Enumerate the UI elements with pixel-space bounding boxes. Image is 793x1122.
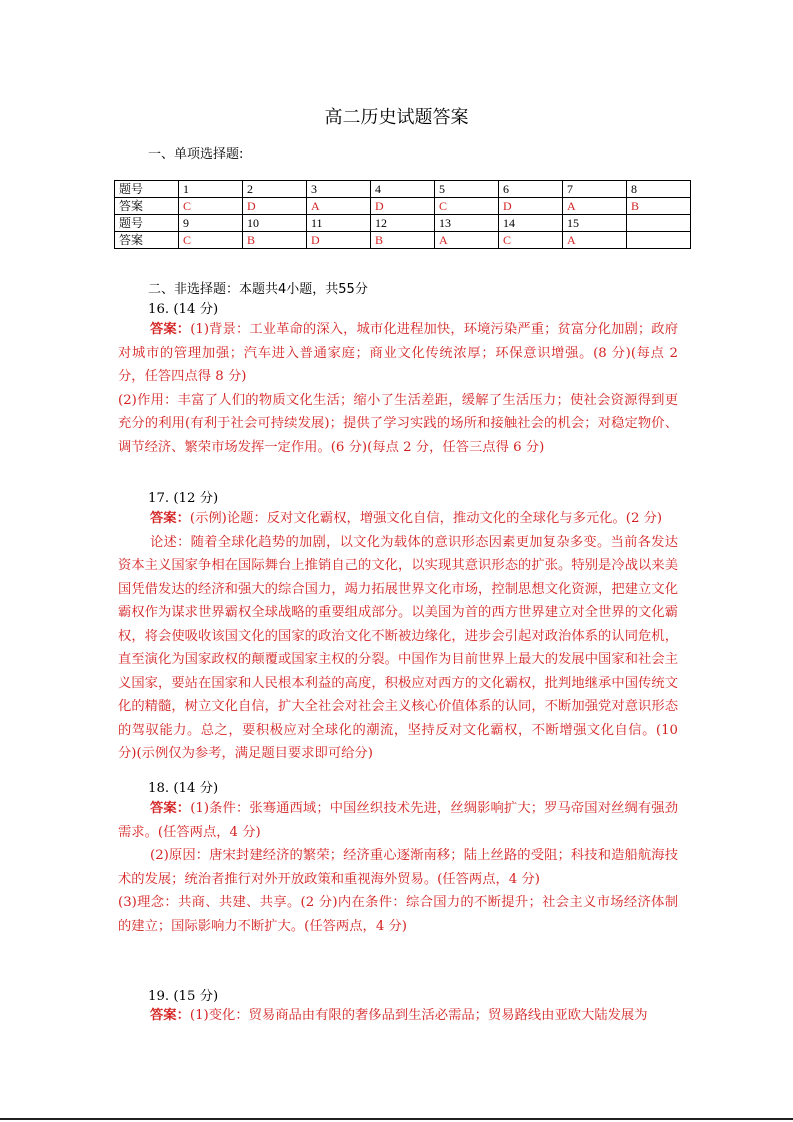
section-heading-choice: 一、单项选择题: [148,147,244,162]
answer-cell: D [499,198,563,215]
table-row [115,198,691,215]
answer-cell: C [179,232,243,249]
answer-cell: A [435,232,499,249]
q17-part1-text: (示例)论题：反对文化霸权，增强文化自信，推动文化的全球化与多元化。(2 分) [189,511,663,526]
table-row [115,232,691,249]
table-cell: 1 [179,181,243,198]
table-cell: 10 [243,215,307,232]
answer-cell: D [307,232,371,249]
page-title: 高二历史试题答案 [324,107,469,128]
answer-cell: A [307,198,371,215]
answer-cell: C [435,198,499,215]
question-19-heading: 19. (15 分) [148,989,219,1004]
table-cell: 13 [435,215,499,232]
answer-label: 答案： [150,511,190,526]
q16-part1-text: (1)背景：工业革命的深入，城市化进程加快，环境污染严重；贫富分化加剧；政府对城市的管理加强；汽车进入普通家庭；商业文化传统浓厚；环保意识增强。(8 分)(每点 2 分，任答四点得 8 分) [118,322,678,384]
q17-part2: 论述：随着全球化趋势的加剧，以文化为载体的意识形态因素更加复杂多变。当前各发达资本主义国家争相在国际舞台上推销自己的文化，以实现其意识形态的扩张。特别是冷战以来美国凭借发达的经济和强大的综合国力，竭力拓展世界文化市场，控制思想文化资源，把建立文化霸权作为谋求世界霸权全球战略的重要组成部分。以美国为首的西方世界建立对全世界的文化霸权，将会使吸收该国文化的国家的政治文化不断被边缘化，进步会引起对政治体系的认同危机，直至演化为国家政权的颠覆或国家主权的分裂。中国作为目前世界上最大的发展中国家和社会主义国家，要站在国家和人民根本利益的高度，积极应对西方的文化霸权，批判地继承中国传统文化的精髓，树立文化自信，扩大全社会对社会主义核心价值体系的认同，不断加强党对意识形态的驾驭能力。总之，要积极应对全球化的潮流，坚持反对文化霸权，不断增强文化自信。(10 分)(示例仅为参考，满足题目要求即可给分) [118,534,678,761]
q18-part1 [118,797,678,844]
table-cell: 14 [499,215,563,232]
answer-cell: D [371,198,435,215]
page-bottom-border [0,1118,793,1120]
table-cell: 9 [179,215,243,232]
table-cell: 8 [627,181,691,198]
answer-cell: A [563,198,627,215]
table-row [115,215,691,232]
question-17-answer [118,507,678,766]
q19-part1-text: (1)变化：贸易商品由有限的奢侈品到生活必需品；贸易路线由亚欧大陆发展为 [189,1008,648,1023]
table-cell: 2 [243,181,307,198]
row-label: 答案 [115,232,179,249]
q18-part2: (2)原因：唐宋封建经济的繁荣；经济重心逐渐南移；陆上丝路的受阻；科技和造船航海技术的发展；统治者推行对外开放政策和重视海外贸易。(任答两点，4 分) [118,848,678,887]
answer-cell: B [627,198,691,215]
q18-part3: (3)理念：共商、共建、共享。(2 分)内在条件：综合国力的不断提升；社会主义市场经济体制的建立；国际影响力不断扩大。(任答两点，4 分) [118,895,678,934]
q18-part1-text: (1)条件：张骞通西域；中国丝织技术先进，丝绸影响扩大；罗马帝国对丝绸有强劲需求。(任答两点，4 分) [118,801,678,840]
answer-cell: C [499,232,563,249]
section-heading-essay: 二、非选择题：本题共4小题，共55分 [148,282,368,297]
question-17-heading: 17. (12 分) [148,491,219,506]
question-18-answer [118,797,678,938]
q19-part1 [118,1004,678,1028]
row-label: 题号 [115,181,179,198]
table-cell: 6 [499,181,563,198]
table-cell: 3 [307,181,371,198]
question-19-answer [118,1004,678,1028]
row-label: 答案 [115,198,179,215]
table-cell: 11 [307,215,371,232]
table-cell: 5 [435,181,499,198]
question-16-heading: 16. (14 分) [148,302,219,317]
answer-label: 答案： [150,322,191,337]
answer-table [114,180,691,249]
q16-part2: (2)作用：丰富了人们的物质文化生活；缩小了生活差距，缓解了生活压力；使社会资源得到更充分的利用(有利于社会可持续发展)；提供了学习实践的场所和接触社会的机会；对稳定物价、调节经济、繁荣市场发挥一定作用。(6 分)(每点 2 分，任答三点得 6 分) [118,392,678,455]
answer-cell: B [371,232,435,249]
answer-cell: A [563,232,627,249]
table-row [115,181,691,198]
table-cell: 15 [563,215,627,232]
answer-cell: C [179,198,243,215]
question-16-answer [118,318,678,459]
answer-cell: D [243,198,307,215]
table-cell [627,215,691,232]
question-18-heading: 18. (14 分) [148,781,219,796]
row-label: 题号 [115,215,179,232]
answer-cell [627,232,691,249]
answer-cell: B [243,232,307,249]
q17-part1 [118,507,678,531]
table-cell: 12 [371,215,435,232]
table-cell: 4 [371,181,435,198]
q16-part1 [118,318,678,389]
answer-label: 答案： [150,1008,190,1023]
table-cell: 7 [563,181,627,198]
answer-label: 答案： [150,801,191,816]
